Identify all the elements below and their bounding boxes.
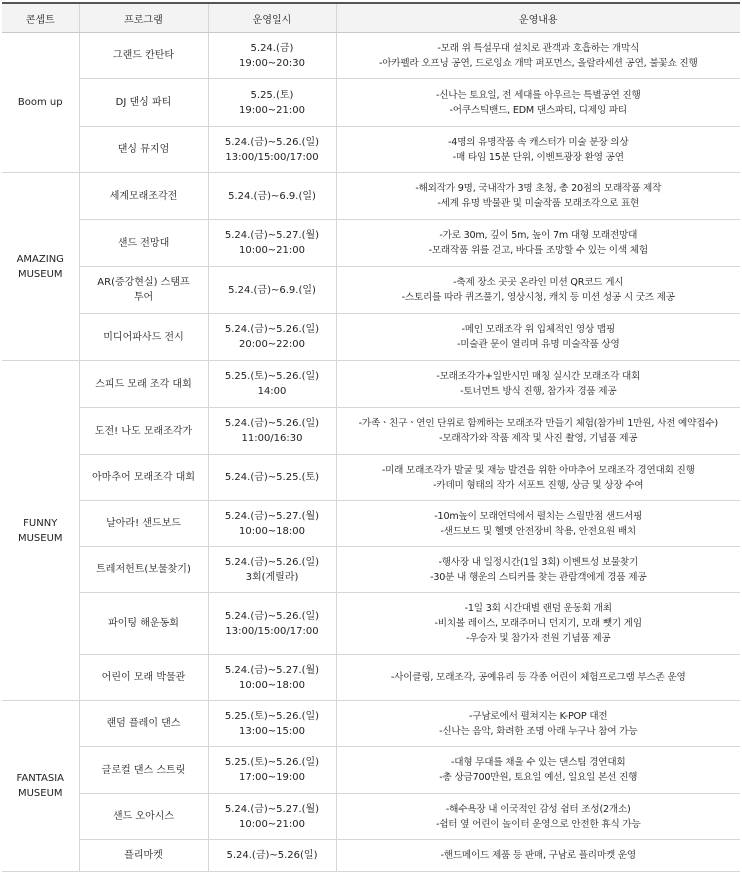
date-line: 5.24.(금)~5.26.(일): [224, 418, 320, 429]
date-cell: [208, 701, 336, 747]
date-cell: [208, 747, 336, 794]
concept-label: FUNNY: [23, 517, 58, 529]
table-row: [2, 701, 740, 747]
table-row: [2, 314, 740, 361]
program-cell: [79, 408, 208, 455]
content-line: -핸드메이드 제품 등 판매, 구남로 플리마켓 운영: [440, 850, 636, 861]
program-cell: [79, 501, 208, 547]
program-name: 댄싱 뮤지엄: [117, 144, 170, 155]
date-line: 10:00~18:00: [238, 525, 305, 537]
program-name: 파이팅 해운동회: [108, 618, 179, 629]
content-cell: [336, 455, 740, 501]
content-cell: [336, 267, 740, 314]
table-row: [2, 747, 740, 794]
content-line: -아카펠라 오프닝 공연, 드로잉쇼 개막 퍼포먼스, 올랄라세션 공연, 불꽃쇼 진행: [378, 57, 698, 69]
date-line: 5.24.(금)~5.26.(일): [224, 610, 320, 622]
concept-cell: [2, 361, 79, 701]
header-row: [2, 3, 740, 33]
program-cell: [79, 33, 208, 79]
date-cell: [208, 455, 336, 501]
content-cell: [336, 408, 740, 455]
date-line: 5.24.(금)~5.25.(토): [224, 472, 320, 483]
program-name: 글로컬 댄스 스트릿: [101, 764, 186, 776]
content-line: -모래 위 특설무대 설치로 관객과 호흡하는 개막식: [437, 42, 640, 54]
date-line: 14:00: [257, 386, 287, 397]
date-line: 5.24.(금)~5.26(일): [226, 850, 318, 861]
program-cell: [79, 547, 208, 593]
table-row: [2, 840, 740, 872]
program-cell: [79, 794, 208, 840]
date-line: 5.24.(금)~5.27.(월): [224, 510, 320, 522]
content-cell: [336, 220, 740, 267]
concept-label: AMAZING: [16, 253, 64, 265]
program-cell: [79, 361, 208, 408]
content-line: -모래조각가+일반시민 매칭 실시간 모래조각 대회: [436, 371, 641, 382]
date-cell: [208, 794, 336, 840]
content-line: -스토리를 따라 퀴즈풀기, 영상시청, 캐치 등 미션 성공 시 굿즈 제공: [401, 292, 675, 303]
date-line: 5.25.(토)~5.26.(일): [224, 371, 320, 382]
date-line: 5.24.(금)~6.9.(일): [228, 190, 316, 202]
date-line: 19:00~21:00: [238, 104, 305, 116]
content-cell: [336, 794, 740, 840]
program-name: 플리마켓: [124, 850, 163, 861]
program-cell: [79, 173, 208, 220]
content-line: -어쿠스틱밴드, EDM 댄스파티, 디제잉 파티: [449, 104, 627, 116]
program-cell: [79, 593, 208, 655]
content-line: -해외작가 9명, 국내작가 3명 초청, 총 20점의 모래작품 제작: [415, 183, 662, 194]
content-cell: [336, 173, 740, 220]
program-name: 도전! 나도 모래조각가: [94, 425, 193, 437]
date-cell: [208, 501, 336, 547]
table-row: [2, 547, 740, 593]
content-line: -우승자 및 참가자 전원 기념품 제공: [466, 633, 611, 644]
date-line: 5.24.(금)~5.27.(월): [224, 664, 320, 676]
program-cell: [79, 455, 208, 501]
program-name: 아마추어 모래조각 대회: [92, 472, 195, 483]
content-line: -쉼터 옆 어린이 놀이터 운영으로 안전한 휴식 가능: [435, 818, 641, 830]
program-cell: [79, 127, 208, 173]
date-cell: [208, 593, 336, 655]
table-row: [2, 173, 740, 220]
concept-label: MUSEUM: [17, 532, 63, 544]
content-line: -모래작품 위를 걷고, 바다를 조망할 수 있는 이색 체험: [428, 245, 648, 256]
table-row: [2, 593, 740, 655]
concept-cell: [2, 33, 79, 173]
content-cell: [336, 747, 740, 794]
program-name: 미디어파사드 전시: [103, 331, 184, 343]
concept-label: Boom up: [17, 97, 63, 108]
content-cell: [336, 33, 740, 79]
content-line: -총 상금700만원, 토요일 예선, 일요일 본선 진행: [439, 772, 638, 783]
concept-label: FANTASIA: [16, 773, 64, 784]
header-concept: 콘셉트: [2, 3, 79, 33]
date-cell: [208, 33, 336, 79]
program-cell: [79, 314, 208, 361]
date-cell: [208, 840, 336, 872]
content-cell: [336, 701, 740, 747]
content-cell: [336, 361, 740, 408]
date-line: 3회(게릴라): [245, 571, 299, 583]
table-row: [2, 220, 740, 267]
program-name: AR(증강현실) 스탬프: [97, 277, 190, 288]
date-line: 5.25.(토): [250, 89, 294, 101]
program-cell: [79, 655, 208, 701]
date-line: 10:00~21:00: [238, 245, 305, 256]
content-line: -모래작가와 작품 제작 및 사진 촬영, 기념품 제공: [439, 433, 638, 444]
program-name: 샌드 오아시스: [112, 811, 175, 822]
date-line: 5.25.(토)~5.26.(일): [224, 710, 320, 722]
date-cell: [208, 220, 336, 267]
date-line: 5.24.(금)~5.26.(일): [224, 324, 320, 335]
program-cell: [79, 220, 208, 267]
date-line: 10:00~18:00: [238, 679, 305, 691]
concept-cell: [2, 701, 79, 872]
date-cell: [208, 547, 336, 593]
concept-label: MUSEUM: [17, 788, 63, 799]
program-cell: [79, 747, 208, 794]
schedule-body: [2, 33, 740, 872]
content-line: -카데미 형태의 작가 서포트 진행, 상금 및 상장 수여: [433, 479, 644, 491]
content-line: -축제 장소 곳곳 온라인 미션 QR코드 게시: [453, 277, 624, 288]
content-line: -사이클링, 모래조각, 공예유리 등 각종 어린이 체험프로그램 부스존 운영: [390, 672, 686, 683]
date-cell: [208, 314, 336, 361]
program-name: 날아라! 샌드보드: [106, 518, 181, 529]
content-line: -10m높이 모래언덕에서 펼치는 스릴만점 샌드서핑: [434, 510, 643, 522]
date-line: 13:00/15:00/17:00: [225, 625, 319, 637]
content-line: -신나는 음악, 화려한 조명 아래 누구나 참여 가능: [439, 725, 638, 737]
program-name: 어린이 모래 박물관: [101, 672, 186, 683]
table-row: [2, 267, 740, 314]
content-line: -대형 무대를 채울 수 있는 댄스팀 경연대회: [450, 757, 626, 768]
program-name: DJ 댄싱 파티: [115, 97, 172, 108]
table-row: [2, 408, 740, 455]
table-row: [2, 655, 740, 701]
date-line: 5.24.(금)~5.26.(일): [224, 556, 320, 568]
date-line: 20:00~22:00: [238, 339, 305, 350]
table-row: [2, 127, 740, 173]
content-line: -4명의 유명작품 속 캐스터가 미술 분장 의상: [448, 136, 629, 148]
content-cell: [336, 547, 740, 593]
date-cell: [208, 361, 336, 408]
table-row: [2, 79, 740, 127]
schedule-table: [2, 2, 740, 872]
date-line: 11:00/16:30: [241, 433, 303, 444]
date-cell: [208, 127, 336, 173]
program-name: 투어: [133, 292, 154, 303]
header-date: 운영일시: [208, 3, 336, 33]
date-line: 5.25.(토)~5.26.(일): [224, 757, 320, 768]
program-cell: [79, 840, 208, 872]
content-cell: [336, 840, 740, 872]
content-line: -매 타임 15분 단위, 이벤트광장 환영 공연: [452, 151, 624, 163]
date-line: 5.24.(금)~5.26.(일): [224, 136, 320, 148]
content-line: -30분 내 행운의 스티커를 찾는 관람객에게 경품 제공: [430, 571, 647, 583]
content-line: -토너먼트 방식 진행, 참가자 경품 제공: [460, 386, 617, 397]
date-line: 13:00~15:00: [238, 725, 305, 737]
content-line: -구남로에서 펼쳐지는 K-POP 대전: [469, 710, 608, 722]
date-line: 5.24.(금)~6.9.(일): [228, 284, 316, 296]
content-line: -비치볼 레이스, 모래주머니 던지기, 모래 뺏기 게임: [434, 618, 642, 629]
content-line: -해수욕장 내 이국적인 감성 쉼터 조성(2개소): [445, 803, 631, 815]
concept-cell: [2, 173, 79, 361]
content-cell: [336, 593, 740, 655]
content-line: -메인 모래조각 위 입체적인 영상 맵핑: [461, 324, 616, 335]
date-cell: [208, 267, 336, 314]
content-line: -미술관 문이 열리며 유명 미술작품 상영: [456, 339, 620, 350]
program-name: 세계모래조각전: [109, 190, 178, 202]
table-row: [2, 361, 740, 408]
program-name: 샌드 전망대: [117, 237, 170, 249]
content-line: -미래 모래조각가 발굴 및 재능 발견을 위한 아마추어 모래조각 경연대회 진행: [381, 464, 695, 476]
table-row: [2, 33, 740, 79]
program-cell: [79, 79, 208, 127]
date-line: 19:00~20:30: [238, 57, 305, 69]
program-cell: [79, 701, 208, 747]
program-name: 트레저헌트(보물찾기): [96, 564, 191, 575]
content-line: -행사장 내 일정시간(1일 3회) 이벤트성 보물찾기: [438, 556, 639, 568]
content-line: -1일 3회 시간대별 랜덤 운동회 개최: [464, 603, 612, 614]
date-cell: [208, 79, 336, 127]
content-cell: [336, 314, 740, 361]
content-line: -신나는 토요일, 전 세대를 아우르는 특별공연 진행: [435, 89, 641, 101]
program-cell: [79, 267, 208, 314]
program-name: 스피드 모래 조각 대회: [95, 378, 192, 390]
date-line: 5.24.(금): [250, 42, 294, 54]
header-content: 운영내용: [336, 3, 740, 33]
date-line: 5.24.(금)~5.27.(월): [224, 230, 320, 241]
content-cell: [336, 655, 740, 701]
header-program: 프로그램: [79, 3, 208, 33]
content-cell: [336, 79, 740, 127]
table-row: [2, 794, 740, 840]
date-line: 10:00~21:00: [238, 818, 305, 830]
content-line: -가로 30m, 깊이 5m, 높이 7m 대형 모래전망대: [439, 230, 638, 241]
content-line: -세계 유명 박물관 및 미술작품 모래조각으로 표현: [437, 198, 640, 209]
date-line: 17:00~19:00: [238, 772, 305, 783]
program-name: 랜덤 플레이 댄스: [106, 718, 181, 729]
date-cell: [208, 173, 336, 220]
table-row: [2, 455, 740, 501]
program-name: 그랜드 칸탄타: [112, 50, 175, 61]
content-line: -샌드보드 및 헬멧 안전장비 착용, 안전요원 배치: [440, 525, 636, 537]
content-cell: [336, 127, 740, 173]
date-line: 13:00/15:00/17:00: [225, 151, 319, 163]
date-cell: [208, 655, 336, 701]
date-line: 5.24.(금)~5.27.(월): [224, 803, 320, 815]
concept-label: MUSEUM: [17, 268, 63, 280]
date-cell: [208, 408, 336, 455]
content-line: -가족ㆍ친구ㆍ연인 단위로 함께하는 모래조각 만들기 체험(참가비 1만원, 사전 예약접수): [358, 418, 718, 429]
content-cell: [336, 501, 740, 547]
table-row: [2, 501, 740, 547]
